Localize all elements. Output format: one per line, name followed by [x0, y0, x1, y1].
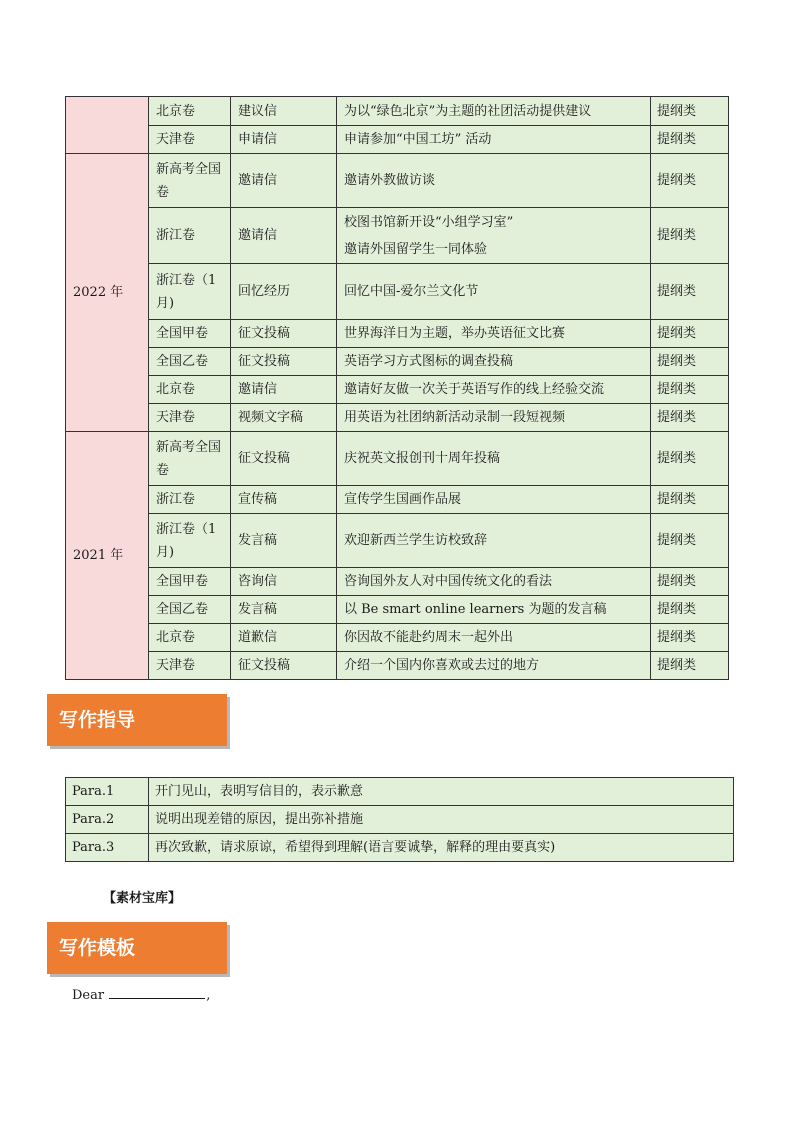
genre-cell: 发言稿: [231, 596, 337, 624]
table-row: [66, 778, 734, 806]
type-cell: 提纲类: [651, 624, 729, 652]
type-cell: 提纲类: [651, 97, 729, 126]
paper-cell: 全国乙卷: [149, 596, 231, 624]
type-cell: 提纲类: [651, 154, 729, 208]
para-label: Para.3: [66, 834, 149, 862]
year-cell: [66, 97, 149, 154]
genre-cell: 征文投稿: [231, 320, 337, 348]
topic-cell: 以 Be smart online learners 为题的发言稿: [337, 596, 651, 624]
table-row: [66, 126, 729, 154]
paper-cell: 天津卷: [149, 404, 231, 432]
type-cell: 提纲类: [651, 320, 729, 348]
para-text: 说明出现差错的原因，提出弥补措施: [149, 806, 734, 834]
topic-cell: 回忆中国-爱尔兰文化节: [337, 264, 651, 320]
genre-cell: 邀请信: [231, 154, 337, 208]
table-row: [66, 624, 729, 652]
paper-cell: 天津卷: [149, 126, 231, 154]
topic-cell: 邀请外教做访谈: [337, 154, 651, 208]
topic-cell: 用英语为社团纳新活动录制一段短视频: [337, 404, 651, 432]
table-row: [66, 348, 729, 376]
salutation-line: [72, 986, 210, 1003]
table-row: [66, 404, 729, 432]
paper-cell: 全国甲卷: [149, 568, 231, 596]
topic-cell: 英语学习方式图标的调查投稿: [337, 348, 651, 376]
genre-cell: 征文投稿: [231, 348, 337, 376]
topic-cell: 宣传学生国画作品展: [337, 486, 651, 514]
paper-cell: 浙江卷: [149, 208, 231, 264]
topic-cell: 你因故不能赴约周末一起外出: [337, 624, 651, 652]
table-row: [66, 154, 729, 208]
paper-cell: 浙江卷: [149, 486, 231, 514]
type-cell: 提纲类: [651, 126, 729, 154]
genre-cell: 邀请信: [231, 208, 337, 264]
year-cell: 2021 年: [66, 432, 149, 680]
topic-cell: 世界海洋日为主题，举办英语征文比赛: [337, 320, 651, 348]
paper-cell: 浙江卷（1月): [149, 514, 231, 568]
type-cell: 提纲类: [651, 652, 729, 680]
type-cell: 提纲类: [651, 568, 729, 596]
genre-cell: 征文投稿: [231, 432, 337, 486]
exam-topics-table: [65, 96, 729, 680]
paper-cell: 全国甲卷: [149, 320, 231, 348]
type-cell: 提纲类: [651, 432, 729, 486]
genre-cell: 申请信: [231, 126, 337, 154]
table-row: [66, 514, 729, 568]
table-row: [66, 596, 729, 624]
writing-template-heading: 写作模板: [47, 922, 227, 974]
table-row: [66, 208, 729, 264]
year-cell: 2022 年: [66, 154, 149, 432]
paper-cell: 天津卷: [149, 652, 231, 680]
genre-cell: 道歉信: [231, 624, 337, 652]
salutation-prefix: Dear: [72, 988, 109, 1003]
material-library-label: 【素材宝库】: [103, 891, 182, 906]
topic-cell: 邀请好友做一次关于英语写作的线上经验交流: [337, 376, 651, 404]
paper-cell: 新高考全国卷: [149, 154, 231, 208]
paper-cell: 浙江卷（1月): [149, 264, 231, 320]
table-row: [66, 652, 729, 680]
topic-cell: 校图书馆新开设“小组学习室” 邀请外国留学生一同体验: [337, 208, 651, 264]
para-text: 开门见山，表明写信目的，表示歉意: [149, 778, 734, 806]
type-cell: 提纲类: [651, 486, 729, 514]
writing-guide-table: [65, 777, 734, 862]
genre-cell: 视频文字稿: [231, 404, 337, 432]
genre-cell: 咨询信: [231, 568, 337, 596]
type-cell: 提纲类: [651, 404, 729, 432]
type-cell: 提纲类: [651, 376, 729, 404]
genre-cell: 发言稿: [231, 514, 337, 568]
genre-cell: 建议信: [231, 97, 337, 126]
topic-cell: 咨询国外友人对中国传统文化的看法: [337, 568, 651, 596]
table-row: [66, 97, 729, 126]
genre-cell: 征文投稿: [231, 652, 337, 680]
paper-cell: 北京卷: [149, 376, 231, 404]
table-row: [66, 320, 729, 348]
type-cell: 提纲类: [651, 596, 729, 624]
paper-cell: 新高考全国卷: [149, 432, 231, 486]
writing-guide-heading: 写作指导: [47, 694, 227, 746]
topic-cell: 申请参加“中国工坊” 活动: [337, 126, 651, 154]
table-row: [66, 834, 734, 862]
type-cell: 提纲类: [651, 348, 729, 376]
type-cell: 提纲类: [651, 208, 729, 264]
para-label: Para.2: [66, 806, 149, 834]
table-row: [66, 432, 729, 486]
type-cell: 提纲类: [651, 514, 729, 568]
topic-cell: 庆祝英文报创刊十周年投稿: [337, 432, 651, 486]
paper-cell: 全国乙卷: [149, 348, 231, 376]
genre-cell: 回忆经历: [231, 264, 337, 320]
para-label: Para.1: [66, 778, 149, 806]
topic-cell: 为以“绿色北京”为主题的社团活动提供建议: [337, 97, 651, 126]
topic-cell: 介绍一个国内你喜欢或去过的地方: [337, 652, 651, 680]
genre-cell: 邀请信: [231, 376, 337, 404]
table-row: [66, 264, 729, 320]
genre-cell: 宣传稿: [231, 486, 337, 514]
salutation-suffix: ,: [206, 988, 211, 1003]
table-row: [66, 486, 729, 514]
table-row: [66, 806, 734, 834]
paper-cell: 北京卷: [149, 624, 231, 652]
topic-cell: 欢迎新西兰学生访校致辞: [337, 514, 651, 568]
table-row: [66, 568, 729, 596]
table-row: [66, 376, 729, 404]
type-cell: 提纲类: [651, 264, 729, 320]
para-text: 再次致歉，请求原谅，希望得到理解(语言要诚挚，解释的理由要真实): [149, 834, 734, 862]
recipient-blank[interactable]: [109, 986, 205, 999]
paper-cell: 北京卷: [149, 97, 231, 126]
